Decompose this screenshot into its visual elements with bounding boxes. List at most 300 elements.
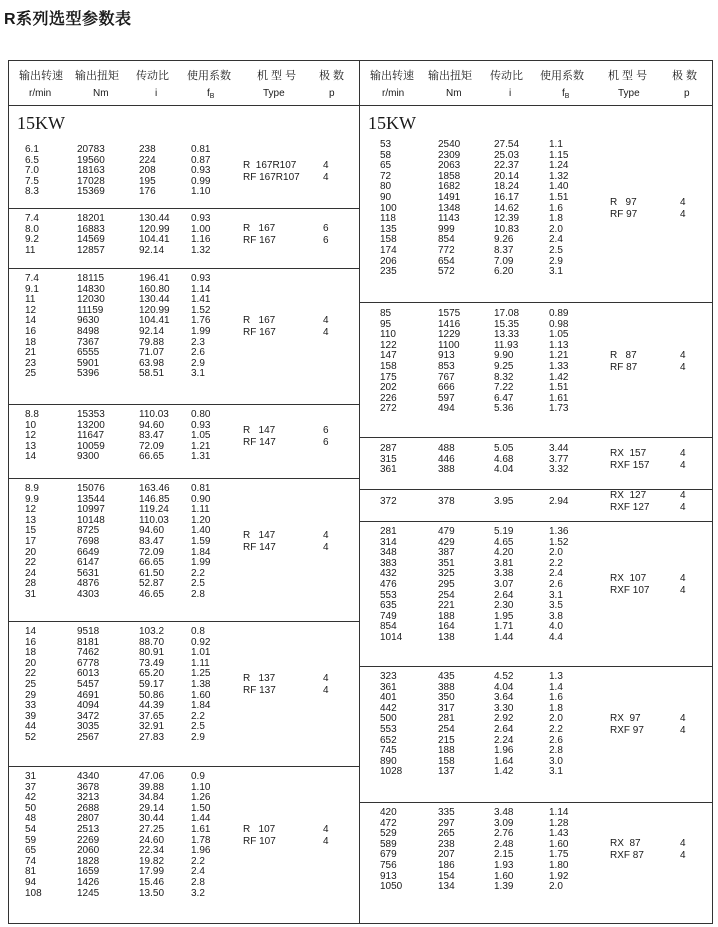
cell-value: 13200 [77,419,105,431]
cell-value: 25 [25,368,37,380]
cell-value: 1491 [438,191,461,203]
cell-value: 388 [438,681,455,693]
cell-value: 314 [380,536,397,548]
cell-value: 158 [380,360,397,372]
cell-value: 20 [25,546,37,558]
cell-value: 3.44 [549,443,569,454]
cell-value: 2.76 [494,828,514,840]
cell-value: 265 [438,828,455,840]
model-type [610,573,649,597]
cell-value: 59 [25,834,37,846]
cell-value: 206 [380,255,397,267]
model-type [243,673,276,697]
cell-value: 1858 [438,170,461,182]
unit-poles: p [329,88,335,99]
cell-value: 23 [25,357,37,369]
unit-f: f [562,88,565,99]
torque-column [438,497,455,508]
cell-value: 2.0 [549,223,563,235]
ratio-column [494,527,513,644]
unit-f: f [207,88,210,99]
torque-column [77,214,105,256]
speed-column [25,627,36,744]
cell-value: 1426 [77,876,100,888]
cell-value: 175 [380,371,397,383]
cell-value: 22.37 [494,160,520,172]
cell-value: 11 [25,294,36,306]
cell-value: 163.46 [139,483,170,494]
cell-value: 20783 [77,144,105,155]
service-factor-column [191,627,210,744]
cell-value: 1.31 [191,451,211,463]
model-name: RF 107 [243,835,276,847]
pole-value: 6 [323,223,329,235]
cell-value: 15076 [77,483,105,494]
cell-value: 120.99 [139,304,170,316]
cell-value: 2567 [77,731,100,743]
speed-column [380,808,402,893]
cell-value: 5.36 [494,403,514,415]
pole-count [323,223,329,247]
cell-value: 1.71 [494,621,514,633]
cell-value: 2.4 [191,866,205,878]
header-service-factor: 使用系数 [540,70,584,82]
cell-value: 7.22 [494,382,514,394]
pole-count [323,425,329,449]
model-name: RF 167 [243,235,276,247]
model-group [360,137,712,303]
cell-value: 3.09 [494,817,514,829]
service-factor-column [191,772,210,899]
torque-column [77,410,105,463]
cell-value: 2.2 [191,567,205,579]
cell-value: 160.80 [139,283,170,295]
model-group [360,302,712,438]
pole-value: 4 [323,327,329,338]
cell-value: 1014 [380,631,403,643]
pole-value: 4 [680,850,686,862]
speed-column [380,309,397,415]
right-table [359,60,713,924]
unit-speed: r/min [29,88,52,99]
cell-value: 679 [380,849,397,861]
cell-value: 25.03 [494,149,520,161]
cell-value: 94 [25,876,37,888]
cell-value: 1.60 [191,689,211,701]
cell-value: 0.90 [191,493,211,505]
cell-value: 7.4 [25,273,39,284]
pole-value: 4 [680,447,686,459]
cell-value: 19560 [77,154,105,166]
cell-value: 9300 [77,451,100,463]
cell-value: 1682 [438,181,461,193]
cell-value: 11 [25,244,36,256]
cell-value: 52 [25,731,37,743]
cell-value: 12857 [77,244,105,256]
cell-value: 195 [139,175,156,187]
cell-value: 635 [380,600,397,612]
pole-value: 4 [680,459,686,471]
cell-value: 1.60 [494,870,514,882]
cell-value: 853 [438,360,455,372]
model-name: RX 107 [610,573,647,585]
cell-value: 7367 [77,336,100,348]
cell-value: 2.92 [494,713,514,725]
speed-column [380,444,397,476]
cell-value: 745 [380,745,397,757]
cell-value: 1.99 [191,325,211,337]
service-factor-column [549,444,568,476]
cell-value: 1050 [380,881,403,893]
cell-value: 2.94 [549,496,569,507]
cell-value: 351 [438,557,455,569]
cell-value: 22.34 [139,845,165,857]
model-group [9,766,359,923]
pole-value: 4 [680,362,686,373]
model-group [9,404,359,479]
cell-value: 1.60 [549,838,569,850]
cell-value: 10059 [77,440,105,452]
cell-value: 30.44 [139,813,165,825]
cell-value: 0.9 [191,771,205,782]
cell-value: 1.38 [191,678,211,690]
pole-value: 4 [680,838,686,850]
ratio-column [494,444,513,476]
model-type [243,824,276,848]
cell-value: 9.25 [494,360,514,372]
pole-value: 6 [323,436,329,448]
model-name: RXF 157 [610,459,650,471]
model-name: R 167R107 [243,159,297,171]
cell-value: 2.6 [191,347,205,359]
cell-value: 235 [380,266,397,278]
cell-value: 138 [438,631,455,643]
cell-value: 224 [139,154,156,166]
cell-value: 3678 [77,781,100,793]
cell-value: 88.70 [139,636,165,648]
cell-value: 174 [380,244,397,256]
cell-value: 1.99 [191,557,211,569]
service-factor-column [191,484,210,601]
cell-value: 39 [25,710,37,722]
torque-column [77,274,105,380]
pole-count [680,197,686,221]
cell-value: 13 [25,440,37,452]
cell-value: 59.17 [139,678,165,690]
header-service-factor: 使用系数 [187,70,231,82]
pole-value: 4 [680,350,686,361]
cell-value: 1.16 [191,234,211,246]
cell-value: 79.88 [139,336,165,348]
model-name: RXF 127 [610,502,650,514]
cell-value: 1.96 [494,745,514,757]
power-label: 15KW [17,113,65,133]
pole-value: 4 [323,530,329,542]
cell-value: 4.65 [494,536,514,548]
cell-value: 3.2 [191,887,205,899]
ratio-column [139,214,170,256]
pole-count [323,315,329,339]
model-group [9,478,359,622]
cell-value: 16.17 [494,191,520,203]
cell-value: 6.5 [25,154,39,166]
cell-value: 1.73 [549,403,569,415]
cell-value: 15353 [77,409,105,420]
cell-value: 8.9 [25,483,39,494]
cell-value: 47.06 [139,771,165,782]
cell-value: 1828 [77,855,100,867]
cell-value: 16 [25,636,37,648]
cell-value: 432 [380,568,397,580]
cell-value: 8725 [77,525,100,537]
cell-value: 6.1 [25,144,39,155]
cell-value: 9.26 [494,234,514,246]
cell-value: 120.99 [139,223,170,235]
cell-value: 14 [25,626,37,637]
cell-value: 2.2 [549,557,563,569]
speed-column [25,772,42,899]
cell-value: 122 [380,339,397,351]
header-type: 机 型 号 [257,70,297,82]
service-factor-column [549,497,568,508]
cell-value: 3472 [77,710,100,722]
header-poles: 极 数 [319,70,345,82]
model-type [610,448,649,472]
cell-value: 1.52 [191,304,211,316]
cell-value: 8498 [77,325,100,337]
cell-value: 1.39 [494,881,514,893]
cell-value: 17028 [77,175,105,187]
cell-value: 176 [139,186,156,198]
cell-value: 7462 [77,647,100,659]
cell-value: 287 [380,443,397,454]
service-factor-column [549,309,568,415]
cell-value: 11647 [77,430,105,442]
cell-value: 63.98 [139,357,165,369]
cell-value: 2.6 [549,578,563,590]
cell-value: 999 [438,223,455,235]
cell-value: 1659 [77,866,100,878]
speed-column [380,527,402,644]
cell-value: 401 [380,692,397,704]
cell-value: 37.65 [139,710,165,722]
cell-value: 92.14 [139,244,165,256]
cell-value: 2.2 [191,855,205,867]
cell-value: 479 [438,526,455,537]
service-factor-column [191,410,210,463]
cell-value: 1.43 [549,828,569,840]
cell-value: 20 [25,657,37,669]
model-name: R 147 [243,424,276,436]
cell-value: 28 [25,578,37,590]
cell-value: 39.88 [139,781,165,793]
cell-value: 348 [380,547,397,559]
torque-column [77,145,105,198]
model-name: R 167 [243,315,276,326]
ratio-column [494,808,513,893]
pole-value: 4 [323,823,329,835]
cell-value: 72 [380,170,392,182]
pole-count [680,838,686,862]
cell-value: 202 [380,382,397,394]
cell-value: 1245 [77,887,100,899]
cell-value: 0.99 [191,175,211,187]
cell-value: 18 [25,647,37,659]
cell-value: 890 [380,755,397,767]
page-title: R系列选型参数表 [4,11,132,28]
cell-value: 8.8 [25,409,39,420]
cell-value: 1229 [438,329,461,341]
cell-value: 2.0 [549,881,563,893]
cell-value: 24 [25,567,37,579]
cell-value: 488 [438,443,455,454]
cell-value: 7.09 [494,255,514,267]
cell-value: 335 [438,807,455,818]
cell-value: 14569 [77,234,105,246]
cell-value: 4.04 [494,681,514,693]
cell-value: 6147 [77,557,100,569]
cell-value: 1.33 [549,360,569,372]
cell-value: 5901 [77,357,100,369]
model-type [243,315,276,339]
cell-value: 27.83 [139,731,165,743]
cell-value: 1575 [438,308,461,319]
cell-value: 1.14 [191,283,211,295]
cell-value: 208 [139,165,156,177]
cell-value: 1.10 [191,781,211,793]
speed-column [380,672,402,778]
service-factor-column [191,214,210,256]
service-factor-column [549,808,568,893]
cell-value: 1.00 [191,223,211,235]
cell-value: 100 [380,202,397,214]
cell-value: 272 [380,403,397,415]
cell-value: 3.1 [549,266,563,278]
cell-value: 1.44 [494,631,514,643]
ratio-column [494,672,513,778]
cell-value: 12 [25,304,37,316]
cell-value: 1.10 [191,186,211,198]
cell-value: 81 [25,866,37,878]
cell-value: 1.6 [549,202,563,214]
cell-value: 387 [438,547,455,559]
cell-value: 388 [438,464,455,476]
cell-value: 1.13 [549,339,569,351]
cell-value: 4876 [77,578,100,590]
cell-value: 429 [438,536,455,548]
cell-value: 3.77 [549,453,569,465]
model-name: R 107 [243,823,276,835]
cell-value: 254 [438,589,455,601]
cell-value: 158 [380,234,397,246]
service-factor-column [191,145,210,198]
cell-value: 350 [438,692,455,704]
pole-value: 4 [323,673,329,685]
cell-value: 4691 [77,689,100,701]
cell-value: 1.1 [549,139,563,150]
cell-value: 18201 [77,213,105,224]
cell-value: 108 [25,887,42,899]
unit-speed: r/min [382,88,405,99]
cell-value: 1.42 [549,371,569,383]
cell-value: 19.82 [139,855,165,867]
cell-value: 83.47 [139,535,165,547]
cell-value: 1.52 [549,536,569,548]
model-group [360,437,712,490]
cell-value: 17 [25,535,37,547]
cell-value: 1.14 [549,807,569,818]
cell-value: 0.89 [549,308,569,319]
cell-value: 2269 [77,834,100,846]
cell-value: 238 [438,838,455,850]
cell-value: 13 [25,514,37,526]
cell-value: 11159 [77,304,104,316]
cell-value: 472 [380,817,397,829]
cell-value: 15.46 [139,876,165,888]
cell-value: 65 [25,845,37,857]
cell-value: 1.84 [191,700,211,712]
cell-value: 2309 [438,149,461,161]
cell-value: 110 [380,329,396,341]
cell-value: 654 [438,255,455,267]
cell-value: 147 [380,350,397,362]
pole-count [680,713,686,737]
cell-value: 1.01 [191,647,211,659]
cell-value: 1.24 [549,160,569,172]
cell-value: 25 [25,678,37,690]
cell-value: 65 [380,160,392,172]
cell-value: 1.42 [494,766,514,778]
cell-value: 1.75 [549,849,569,861]
cell-value: 12 [25,430,37,442]
pole-value: 4 [680,490,686,502]
pole-value: 4 [323,159,329,171]
cell-value: 188 [438,610,455,622]
speed-column [25,274,39,380]
pole-value: 4 [680,713,686,724]
cell-value: 72.09 [139,546,165,558]
unit-torque: Nm [446,88,462,99]
cell-value: 2.48 [494,838,514,850]
cell-value: 12.39 [494,213,520,225]
cell-value: 3.64 [494,692,514,704]
cell-value: 2.0 [549,713,563,725]
pole-count [680,448,686,472]
cell-value: 130.44 [139,213,170,224]
torque-column [77,627,99,744]
cell-value: 3.38 [494,568,514,580]
cell-value: 553 [380,723,397,735]
cell-value: 317 [438,702,455,714]
cell-value: 281 [438,713,455,725]
cell-value: 2540 [438,139,461,150]
cell-value: 325 [438,568,455,580]
cell-value: 1.41 [191,294,211,306]
cell-value: 854 [380,621,397,633]
cell-value: 22 [25,668,37,680]
power-label: 15KW [368,113,416,133]
cell-value: 372 [380,496,397,507]
cell-value: 29.14 [139,802,165,814]
cell-value: 44 [25,721,37,733]
pole-value: 6 [323,235,329,247]
cell-value: 254 [438,723,455,735]
cell-value: 14 [25,315,37,327]
torque-column [438,527,455,644]
model-type [243,425,276,449]
cell-value: 1.96 [191,845,211,857]
cell-value: 7.4 [25,213,39,224]
